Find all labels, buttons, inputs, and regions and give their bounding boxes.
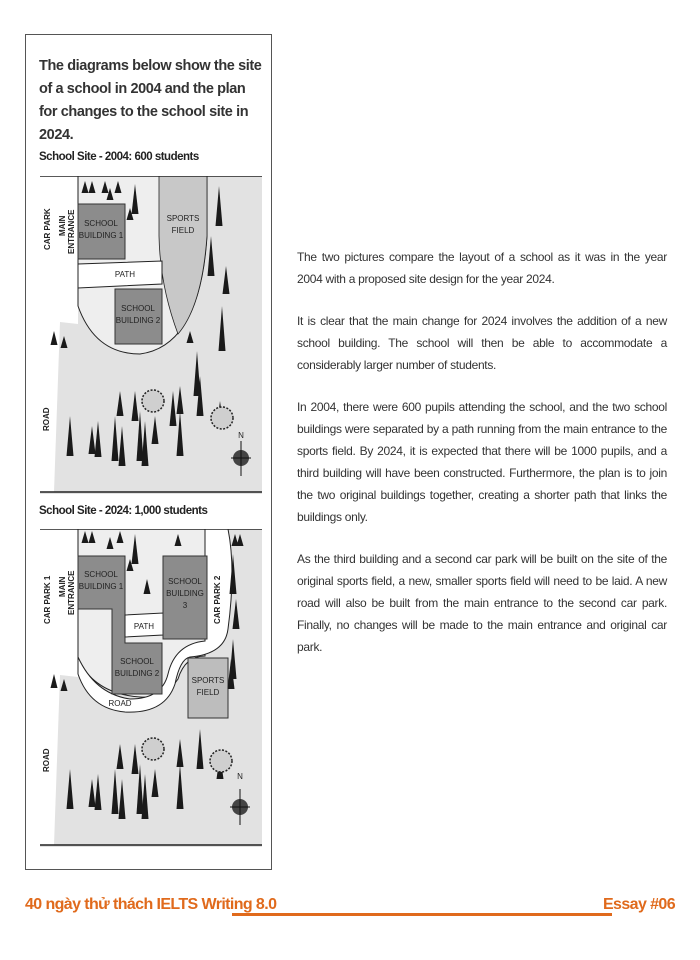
essay-paragraph: As the third building and a second car park will be built on the site of the original sports field, a new, smaller sports field will need to be laid. A new road will also be built from the main entrance to the second car park. Finally, no changes will be made to the main entrance and original car park. [297, 552, 667, 654]
round-tree-icon [142, 738, 164, 760]
building2-label-2: BUILDING 2 [115, 316, 161, 325]
entrance-label: ENTRANCE [67, 209, 76, 254]
north-label: N [238, 431, 244, 440]
building1-label-2: BUILDING 1 [78, 231, 124, 240]
sports-label-2: FIELD [171, 226, 195, 235]
building1-label-1: SCHOOL [84, 219, 118, 228]
car-park-1-label: CAR PARK 1 [43, 575, 52, 624]
map-2004-title: School Site - 2004: 600 students [39, 151, 199, 163]
building3-label-2: BUILDING [166, 589, 204, 598]
car-park-label: CAR PARK [43, 208, 52, 250]
road-label: ROAD [42, 407, 51, 431]
essay-number: Essay #06 [602, 896, 675, 913]
building2-label-1: SCHOOL [121, 304, 155, 313]
essay-paragraph: The two pictures compare the layout of a school as it was in the year 2004 with a proposed site design for the year 2024. [297, 250, 667, 286]
essay-paragraph: It is clear that the main change for 2024 involves the addition of a new school building. The school will then be able to accommodate a considerably larger number of students. [297, 314, 667, 372]
building1-label-2: BUILDING 1 [78, 582, 124, 591]
map-2024 [40, 529, 262, 847]
main-label: MAIN [58, 215, 67, 236]
round-tree-icon [210, 750, 232, 772]
building2-label-2: BUILDING 2 [114, 669, 160, 678]
sports-label-2: FIELD [196, 688, 220, 697]
sports-label-1: SPORTS [166, 214, 200, 223]
map-2004 [40, 176, 262, 494]
building3-label-3: 3 [182, 601, 188, 610]
building2-label-1: SCHOOL [120, 657, 154, 666]
building3-label-1: SCHOOL [168, 577, 202, 586]
north-label: N [237, 772, 243, 781]
inner-road-label: ROAD [108, 699, 132, 708]
path-label: PATH [133, 622, 155, 631]
footer-divider [232, 913, 612, 916]
task-panel [25, 34, 272, 870]
task-prompt: The diagrams below show the site of a school in 2004 and the plan for changes to the school site in 2024. [39, 58, 262, 143]
essay-text [297, 246, 667, 678]
car-park-2-label: CAR PARK 2 [213, 575, 222, 624]
round-tree-icon [142, 390, 164, 412]
building1-label-1: SCHOOL [84, 570, 118, 579]
essay-paragraph: In 2004, there were 600 pupils attending the school, and the two school buildings were separated by a path running from the main entrance to the sports field. By 2024, it is expected that there will be 1000 pupils, and a third building will have been constructed. Furthermore, the plan is to join the two original buildings together, creating a shorter path that links the buildings only. [297, 400, 667, 524]
series-title: 40 ngày thử thách IELTS Writing 8.0 [25, 896, 277, 913]
sports-label-1: SPORTS [191, 676, 225, 685]
road-label: ROAD [42, 748, 51, 772]
main-label: MAIN [58, 576, 67, 597]
entrance-label: ENTRANCE [67, 570, 76, 615]
round-tree-icon [211, 407, 233, 429]
path-label: PATH [114, 270, 136, 279]
map-2024-title: School Site - 2024: 1,000 students [39, 505, 208, 517]
